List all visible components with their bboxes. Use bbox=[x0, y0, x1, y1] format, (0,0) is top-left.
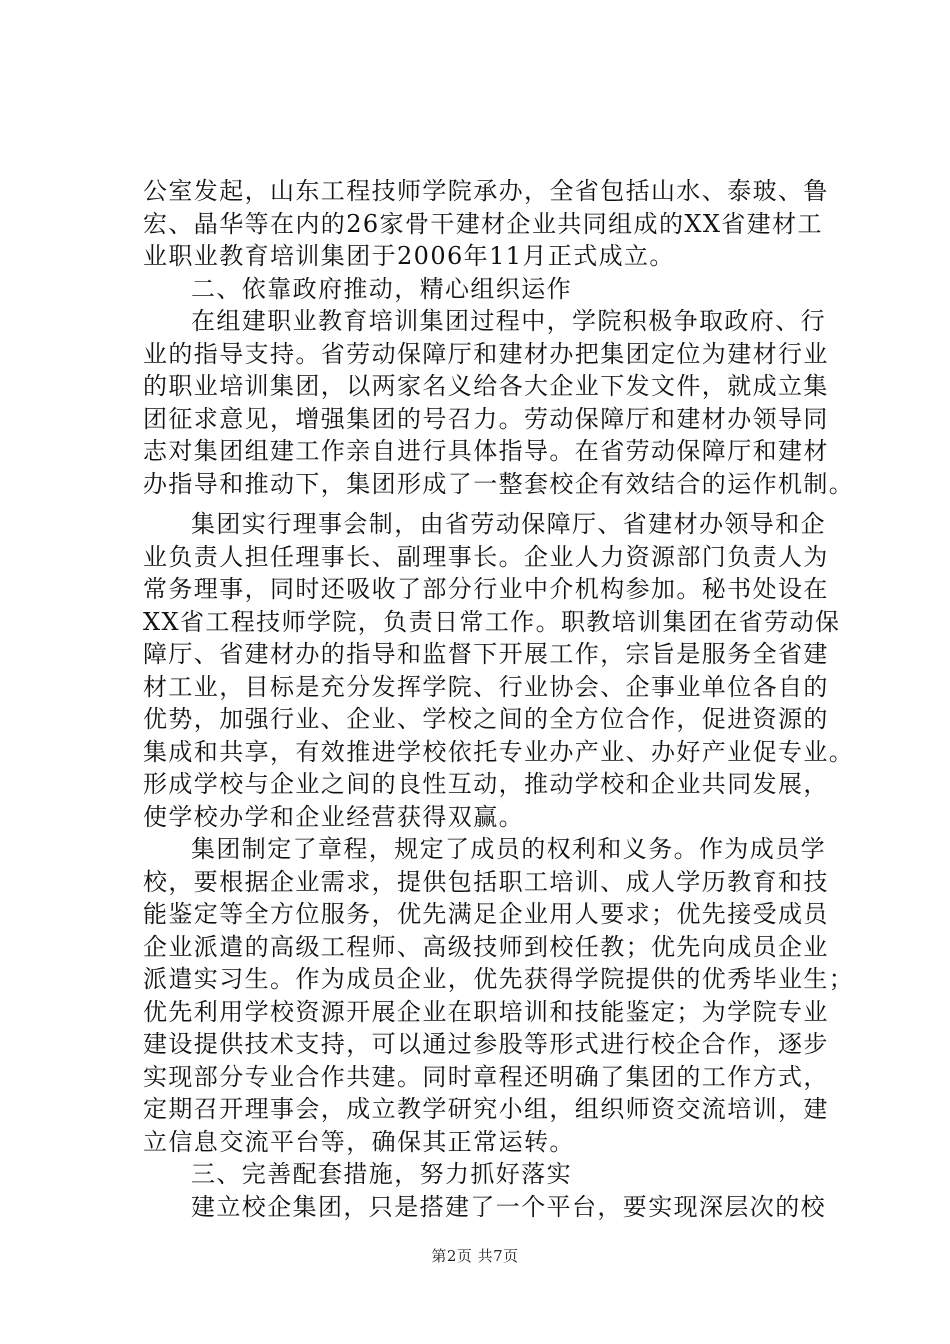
text-line: 定期召开理事会，成立教学研究小组，组织师资交流培训，建 bbox=[143, 1095, 829, 1123]
text-line: 业职业教育培训集团于2006年11月正式成立。 bbox=[143, 242, 675, 270]
document-body-part2 bbox=[143, 508, 855, 1223]
section-heading-3: 三、完善配套措施，努力抓好落实 bbox=[191, 1160, 572, 1188]
text-line: 集团实行理事会制，由省劳动保障厅、省建材办领导和企 bbox=[191, 510, 826, 538]
text-line: 使学校办学和企业经营获得双赢。 bbox=[143, 802, 524, 831]
text-line: 团征求意见，增强集团的号召力。劳动保障厅和建材办领导同 bbox=[143, 404, 829, 433]
text-line: 在组建职业教育培训集团过程中，学院积极争取政府、行 bbox=[191, 307, 826, 335]
text-line: 公室发起，山东工程技师学院承办，全省包括山水、泰玻、鲁 bbox=[143, 177, 829, 205]
text-line: 校，要根据企业需求，提供包括职工培训、成人学历教育和技 bbox=[143, 867, 829, 896]
section-heading-2: 二、依靠政府推动，精心组织运作 bbox=[191, 274, 572, 303]
text-line: 建立校企集团，只是搭建了一个平台，要实现深层次的校 bbox=[191, 1192, 826, 1221]
text-line: 材工业，目标是充分发挥学院、行业协会、企事业单位各自的 bbox=[143, 672, 829, 701]
text-line: XX省工程技师学院，负责日常工作。职教培训集团在省劳动保 bbox=[143, 607, 841, 636]
text-line: 宏、晶华等在内的26家骨干建材企业共同组成的XX省建材工 bbox=[143, 209, 823, 238]
text-line: 能鉴定等全方位服务，优先满足企业用人要求；优先接受成员 bbox=[143, 900, 829, 928]
document-body-part1 bbox=[143, 175, 855, 500]
text-line: 障厅、省建材办的指导和监督下开展工作，宗旨是服务全省建 bbox=[143, 640, 829, 668]
text-line: 业负责人担任理事长、副理事长。企业人力资源部门负责人为 bbox=[143, 542, 829, 571]
text-line: 形成学校与企业之间的良性互动，推动学校和企业共同发展， bbox=[143, 770, 829, 798]
text-line: 集成和共享，有效推进学校依托专业办产业、办好产业促专业。 bbox=[143, 737, 855, 766]
text-line: 集团制定了章程，规定了成员的权利和义务。作为成员学 bbox=[191, 835, 826, 863]
text-line: 志对集团组建工作亲自进行具体指导。在省劳动保障厅和建材 bbox=[143, 437, 829, 465]
text-line: 建设提供技术支持，可以通过参股等形式进行校企合作，逐步 bbox=[143, 1030, 829, 1058]
text-line: 立信息交流平台等，确保其正常运转。 bbox=[143, 1127, 575, 1156]
text-line: 企业派遣的高级工程师、高级技师到校任教；优先向成员企业 bbox=[143, 932, 829, 961]
page-number-footer: 第2页 共7页 bbox=[431, 1247, 519, 1265]
text-line: 实现部分专业合作共建。同时章程还明确了集团的工作方式， bbox=[143, 1062, 829, 1091]
text-line: 优势，加强行业、企业、学校之间的全方位合作，促进资源的 bbox=[143, 705, 829, 733]
text-line: 的职业培训集团，以两家名义给各大企业下发文件，就成立集 bbox=[143, 372, 829, 400]
text-line: 优先利用学校资源开展企业在职培训和技能鉴定；为学院专业 bbox=[143, 997, 829, 1026]
text-line: 办指导和推动下，集团形成了一整套校企有效结合的运作机制。 bbox=[143, 469, 855, 498]
text-line: 业的指导支持。省劳动保障厅和建材办把集团定位为建材行业 bbox=[143, 339, 829, 368]
text-line: 常务理事，同时还吸收了部分行业中介机构参加。秘书处设在 bbox=[143, 575, 829, 603]
text-line: 派遣实习生。作为成员企业，优先获得学院提供的优秀毕业生； bbox=[143, 965, 855, 993]
